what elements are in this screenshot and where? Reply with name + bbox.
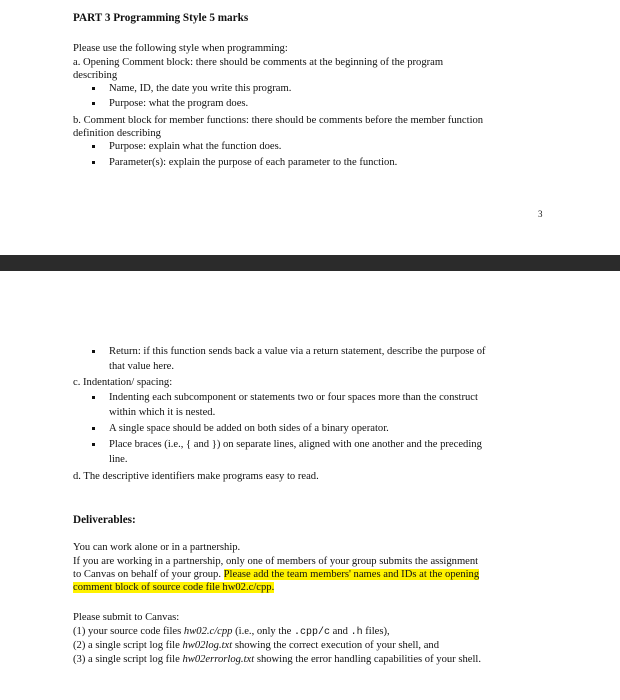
- alone-text: You can work alone or in a partnership.: [73, 542, 241, 553]
- bullet-icon: [92, 396, 95, 399]
- cpp-extension: .cpp/c: [293, 627, 330, 638]
- header-extension: .h: [350, 627, 363, 638]
- bullet-icon: [92, 145, 95, 148]
- highlighted-instruction-line2: comment block of source code file hw02.c/cpp.: [73, 582, 275, 593]
- deliverables-heading: Deliverables:: [73, 514, 136, 526]
- section-heading: PART 3 Programming Style 5 marks: [73, 12, 249, 24]
- submission-1-and: and: [329, 626, 351, 637]
- partnership-plain: to Canvas on behalf of your group.: [73, 569, 221, 580]
- submit-intro: Please submit to Canvas:: [73, 612, 180, 623]
- bullet-name-id: Name, ID, the date you write this program.: [109, 83, 292, 94]
- submission-1-suffix: files),: [362, 626, 390, 637]
- partnership-text-cont: [73, 568, 479, 581]
- bullet-return: Return: if this function sends back a value via a return statement, describe the purpose of: [109, 346, 486, 357]
- error-log-file-name: hw02errorlog.txt: [182, 654, 255, 665]
- bullet-icon: [92, 161, 95, 164]
- bullet-icon: [92, 427, 95, 430]
- partnership-text: If you are working in a partnership, only one of members of your group submits the assignment: [73, 556, 479, 567]
- bullet-indenting-cont: within which it is nested.: [109, 407, 216, 418]
- item-c-text: c. Indentation/ spacing:: [73, 377, 173, 388]
- submission-2-prefix: (2) a single script log file: [73, 640, 183, 651]
- submission-1-mid: (i.e., only the: [232, 626, 294, 637]
- bullet-indenting: Indenting each subcomponent or statements two or four spaces more than the construct: [109, 392, 478, 403]
- bullet-braces-cont: line.: [109, 454, 128, 465]
- bullet-icon: [92, 87, 95, 90]
- document-page-1: [0, 0, 620, 255]
- page-number: 3: [538, 209, 543, 219]
- bullet-return-cont: that value here.: [109, 361, 175, 372]
- item-b-text: b. Comment block for member functions: there should be comments before the member function: [73, 115, 484, 126]
- page-separator: [0, 255, 620, 271]
- highlighted-instruction-cont: [73, 581, 274, 594]
- intro-text: Please use the following style when programming:: [73, 43, 288, 54]
- log-file-name: hw02log.txt: [182, 640, 233, 651]
- highlighted-instruction: Please add the team members' names and IDs at the opening: [223, 569, 480, 580]
- bullet-parameters: Parameter(s): explain the purpose of each parameter to the function.: [109, 157, 398, 168]
- submission-3-suffix: showing the error handling capabilities of your shell.: [254, 654, 482, 665]
- bullet-icon: [92, 443, 95, 446]
- item-a-text-cont: describing: [73, 70, 118, 81]
- document-page-2: [0, 271, 620, 700]
- bullet-binary-operator: A single space should be added on both sides of a binary operator.: [109, 423, 389, 434]
- source-file-name: hw02.c/cpp: [183, 626, 233, 637]
- bullet-braces: Place braces (i.e., { and }) on separate lines, aligned with one another and the preceding: [109, 439, 482, 450]
- bullet-purpose-program: Purpose: what the program does.: [109, 98, 249, 109]
- submission-3-prefix: (3) a single script log file: [73, 654, 183, 665]
- item-a-text: a. Opening Comment block: there should be comments at the beginning of the program: [73, 57, 444, 68]
- submission-1-prefix: (1) your source code files: [73, 626, 184, 637]
- submission-2-suffix: showing the correct execution of your shell, and: [232, 640, 439, 651]
- bullet-icon: [92, 350, 95, 353]
- submission-item-2: [73, 639, 439, 652]
- submission-item-1: [73, 625, 390, 639]
- bullet-icon: [92, 102, 95, 105]
- item-b-text-cont: definition describing: [73, 128, 161, 139]
- bullet-purpose-function: Purpose: explain what the function does.: [109, 141, 282, 152]
- item-d-text: d. The descriptive identifiers make programs easy to read.: [73, 471, 319, 482]
- submission-item-3: [73, 653, 481, 666]
